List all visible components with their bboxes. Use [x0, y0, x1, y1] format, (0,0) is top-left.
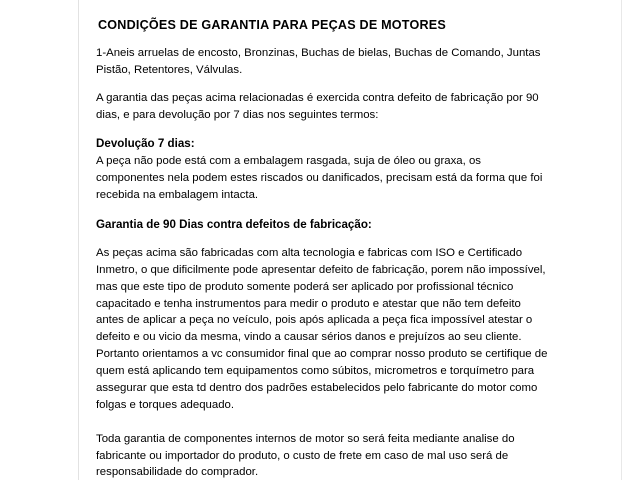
parts-list-paragraph: 1-Aneis arruelas de encosto, Bronzinas, Buchas de bielas, Buchas de Comando, Juntas Pistão, Retentores, Válvulas. [96, 47, 541, 76]
warranty-body-paragraph-1: As peças acima são fabricadas com alta tecnologia e fabricas com ISO e Certificado Inmetro, o que dificilmente pode apresentar defeito de fabricação, porem não impossível, mas que este tipo de produto somente poderá ser aplicado por profissional técnico capacitado e tenha instrumentos para medir o produto e atestar que não tem defeito antes de aplicar a peça no veículo, pois após aplicada a peça fica impossível atestar o defeito e ou vicio da mesma, vindo a causar sérios danos e prejuízos ao seu cliente. [96, 246, 546, 344]
warranty-body-paragraph-2: Portanto orientamos a vc consumidor final que ao comprar nosso produto se certifique de quem está aplicando tem equipamentos como súbitos, micrometros e torquímetro para assegurar que esta td dentro dos padrões estabelecidos pelo fabricante do motor como folgas e torques adequado. [96, 348, 548, 411]
internal-components-paragraph: Toda garantia de componentes internos de motor so será feita mediante analise do fabricante ou importador do produto, o custo de frete em caso de mal uso será de responsabilidade do comprador. [96, 432, 515, 479]
return-policy-paragraph: A peça não pode está com a embalagem rasgada, suja de óleo ou graxa, os componentes nela podem estes riscados ou danificados, precisam está da forma que foi recebida na embalagem intacta. [96, 154, 543, 201]
return-policy-heading: Devolução 7 dias: [96, 136, 195, 150]
warranty-intro-paragraph: A garantia das peças acima relacionadas é exercida contra defeito de fabricação por 90 dias, e para devolução por 7 dias nos seguintes termos: [96, 91, 539, 121]
document-body [96, 18, 548, 492]
right-margin-rule [621, 0, 622, 480]
page-title: CONDIÇÕES DE GARANTIA PARA PEÇAS DE MOTORES [98, 18, 446, 32]
warranty-90-days-heading: Garantia de 90 Dias contra defeitos de fabricação: [96, 217, 372, 231]
left-margin-rule [78, 0, 79, 480]
